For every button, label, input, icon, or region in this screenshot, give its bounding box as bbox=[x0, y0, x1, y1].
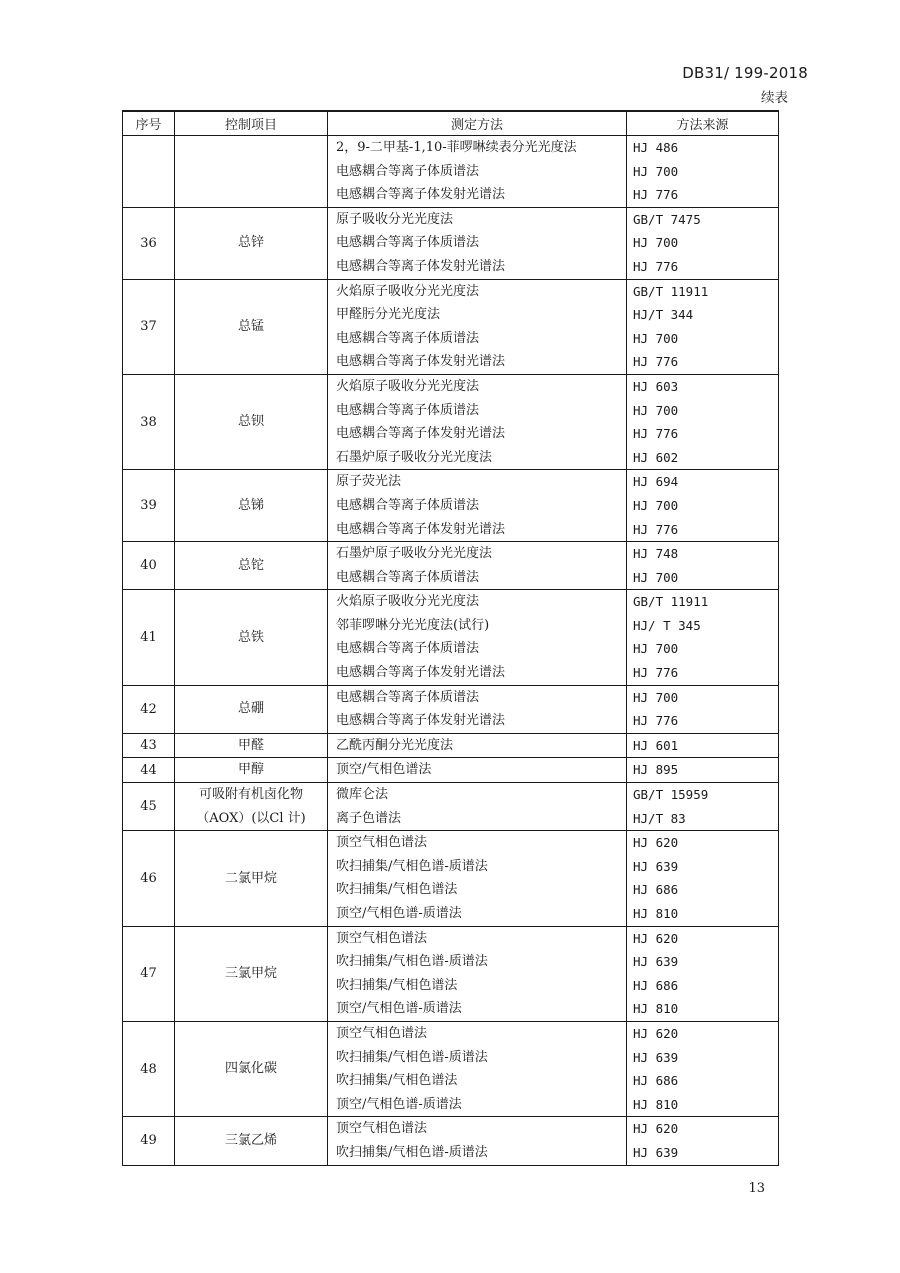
method-source-cell bbox=[627, 207, 779, 279]
method-name: 电感耦合等离子体质谱法 bbox=[336, 689, 480, 705]
control-item-cell bbox=[175, 136, 328, 208]
table-row bbox=[123, 470, 779, 542]
method-source-code: GB/T 11911 bbox=[633, 594, 709, 610]
control-item-label: 总锰 bbox=[237, 318, 264, 334]
test-method-cell bbox=[328, 1117, 627, 1165]
table-row bbox=[123, 542, 779, 590]
method-name: 微库仑法 bbox=[336, 787, 389, 803]
table-row bbox=[123, 926, 779, 1021]
method-name: 原子荧光法 bbox=[336, 474, 402, 490]
method-name: 火焰原子吸收分光光度法 bbox=[336, 378, 480, 394]
method-name: 火焰原子吸收分光光度法 bbox=[336, 283, 480, 299]
method-name: 火焰原子吸收分光光度法 bbox=[336, 594, 480, 610]
control-item-cell bbox=[175, 470, 328, 542]
serial-no-cell: 44 bbox=[123, 758, 175, 783]
method-source-code: HJ 810 bbox=[633, 1096, 679, 1112]
method-source-code: HJ 700 bbox=[633, 235, 679, 251]
table-row bbox=[123, 207, 779, 279]
method-source-code: HJ 486 bbox=[633, 140, 679, 155]
serial-no-cell: 38 bbox=[123, 374, 175, 469]
method-source-cell bbox=[627, 279, 779, 374]
standards-table bbox=[122, 110, 779, 1166]
method-source-code: HJ 748 bbox=[633, 546, 679, 562]
control-item-label: 总铁 bbox=[237, 629, 264, 645]
control-item-label: 三氯乙烯 bbox=[224, 1133, 277, 1149]
method-name: 电感耦合等离子体发射光谱法 bbox=[336, 354, 506, 370]
method-name: 顶空/气相色谱-质谱法 bbox=[336, 1001, 462, 1017]
test-method-cell bbox=[328, 783, 627, 831]
serial-no-cell: 41 bbox=[123, 590, 175, 685]
method-name: 石墨炉原子吸收分光光度法 bbox=[336, 449, 493, 465]
method-source-code: GB/T 11911 bbox=[633, 283, 709, 299]
method-source-code: HJ 686 bbox=[633, 977, 679, 993]
method-source-cell bbox=[627, 733, 779, 758]
method-name: 电感耦合等离子体质谱法 bbox=[336, 641, 480, 657]
method-name: 电感耦合等离子体质谱法 bbox=[336, 402, 480, 418]
method-source-cell bbox=[627, 926, 779, 1021]
method-source-cell bbox=[627, 136, 779, 208]
serial-no-cell: 48 bbox=[123, 1021, 175, 1116]
serial-no-cell: 40 bbox=[123, 542, 175, 590]
method-source-code: HJ 776 bbox=[633, 713, 679, 729]
control-item-cell bbox=[175, 783, 328, 831]
method-name: 电感耦合等离子体发射光谱法 bbox=[336, 426, 506, 442]
method-name: 2，9-二甲基-1,10-菲啰啉续表分光光度法 bbox=[336, 140, 577, 155]
method-source-cell bbox=[627, 783, 779, 831]
table-body bbox=[123, 136, 779, 1166]
test-method-cell bbox=[328, 542, 627, 590]
method-source-code: HJ 602 bbox=[633, 449, 679, 465]
method-source-code: HJ 700 bbox=[633, 402, 679, 418]
control-item-label: 总硼 bbox=[237, 701, 264, 717]
method-source-code: HJ 601 bbox=[633, 737, 679, 753]
method-source-code: HJ 700 bbox=[633, 641, 679, 657]
method-source-code: HJ/T 83 bbox=[633, 810, 686, 826]
method-source-code: GB/T 7475 bbox=[633, 211, 701, 227]
method-source-code: HJ 810 bbox=[633, 1001, 679, 1017]
method-source-code: HJ 776 bbox=[633, 665, 679, 681]
table-row bbox=[123, 590, 779, 685]
method-source-cell bbox=[627, 831, 779, 926]
control-item-label: 甲醛 bbox=[237, 737, 264, 753]
method-source-cell bbox=[627, 1021, 779, 1116]
method-source-code: GB/T 15959 bbox=[633, 787, 709, 803]
control-item-label: 可吸附有机卤化物 bbox=[198, 787, 303, 803]
method-source-code: HJ 603 bbox=[633, 378, 679, 394]
test-method-cell bbox=[328, 926, 627, 1021]
serial-no-cell: 45 bbox=[123, 783, 175, 831]
method-name: 电感耦合等离子体发射光谱法 bbox=[336, 187, 506, 203]
method-name: 甲醛肟分光光度法 bbox=[336, 307, 441, 323]
test-method-cell bbox=[328, 470, 627, 542]
method-name: 电感耦合等离子体发射光谱法 bbox=[336, 665, 506, 681]
control-item-cell bbox=[175, 926, 328, 1021]
serial-no-cell: 49 bbox=[123, 1117, 175, 1165]
method-source-code: HJ 686 bbox=[633, 1073, 679, 1089]
document-code: DB31/ 199-2018 bbox=[682, 64, 808, 82]
control-item-cell bbox=[175, 279, 328, 374]
continued-label: 续表 bbox=[761, 90, 788, 106]
method-name: 顶空/气相色谱-质谱法 bbox=[336, 1096, 462, 1112]
method-name: 吹扫捕集/气相色谱法 bbox=[336, 977, 458, 993]
method-source-code: HJ 639 bbox=[633, 1049, 679, 1065]
method-name: 电感耦合等离子体发射光谱法 bbox=[336, 258, 506, 274]
method-name: 电感耦合等离子体质谱法 bbox=[336, 235, 480, 251]
method-name: 电感耦合等离子体质谱法 bbox=[336, 163, 480, 179]
table-row bbox=[123, 758, 779, 783]
method-name: 电感耦合等离子体质谱法 bbox=[336, 330, 480, 346]
control-item-label: 甲醇 bbox=[237, 762, 264, 778]
control-item-cell bbox=[175, 831, 328, 926]
control-item-cell bbox=[175, 758, 328, 783]
table-row bbox=[123, 733, 779, 758]
control-item-label: （AOX）(以Cl 计) bbox=[196, 810, 306, 826]
method-name: 吹扫捕集/气相色谱-质谱法 bbox=[336, 954, 488, 970]
control-item-cell bbox=[175, 685, 328, 733]
method-name: 电感耦合等离子体质谱法 bbox=[336, 569, 480, 585]
test-method-cell bbox=[328, 758, 627, 783]
table-row bbox=[123, 831, 779, 926]
table-row bbox=[123, 136, 779, 208]
table-row bbox=[123, 783, 779, 831]
method-name: 邻菲啰啉分光光度法(试行) bbox=[336, 617, 490, 633]
serial-no-cell: 43 bbox=[123, 733, 175, 758]
method-name: 吹扫捕集/气相色谱-质谱法 bbox=[336, 1144, 488, 1160]
control-item-label: 二氯甲烷 bbox=[224, 870, 277, 886]
control-item-label: 总钡 bbox=[237, 414, 264, 430]
serial-no-cell: 42 bbox=[123, 685, 175, 733]
table-row bbox=[123, 374, 779, 469]
test-method-cell bbox=[328, 831, 627, 926]
method-name: 顶空/气相色谱法 bbox=[336, 762, 432, 778]
method-source-code: HJ 776 bbox=[633, 258, 679, 274]
method-source-code: HJ/T 344 bbox=[633, 307, 694, 323]
serial-no-cell bbox=[123, 136, 175, 208]
method-source-code: HJ 700 bbox=[633, 330, 679, 346]
table-row bbox=[123, 279, 779, 374]
test-method-cell bbox=[328, 733, 627, 758]
method-source-code: HJ 895 bbox=[633, 762, 679, 778]
control-item-label: 总铊 bbox=[237, 557, 264, 573]
control-item-label: 总锑 bbox=[237, 497, 264, 513]
method-source-cell bbox=[627, 590, 779, 685]
serial-no-cell: 36 bbox=[123, 207, 175, 279]
control-item-label: 四氯化碳 bbox=[224, 1061, 277, 1077]
method-name: 顶空气相色谱法 bbox=[336, 1025, 428, 1041]
method-source-code: HJ 776 bbox=[633, 426, 679, 442]
method-source-cell bbox=[627, 374, 779, 469]
table-row bbox=[123, 1117, 779, 1165]
method-source-code: HJ 776 bbox=[633, 354, 679, 370]
method-source-code: HJ 639 bbox=[633, 858, 679, 874]
method-source-code: HJ 700 bbox=[633, 163, 679, 179]
header-control-item: 控制项目 bbox=[175, 111, 328, 136]
method-name: 乙酰丙酮分光光度法 bbox=[336, 737, 454, 753]
method-source-code: HJ 620 bbox=[633, 835, 679, 851]
method-source-code: HJ 700 bbox=[633, 497, 679, 513]
header-serial-no: 序号 bbox=[123, 111, 175, 136]
method-name: 电感耦合等离子体发射光谱法 bbox=[336, 521, 506, 537]
method-source-code: HJ 639 bbox=[633, 954, 679, 970]
method-name: 石墨炉原子吸收分光光度法 bbox=[336, 546, 493, 562]
method-source-code: HJ 700 bbox=[633, 689, 679, 705]
method-name: 原子吸收分光光度法 bbox=[336, 211, 454, 227]
method-name: 电感耦合等离子体发射光谱法 bbox=[336, 713, 506, 729]
serial-no-cell: 39 bbox=[123, 470, 175, 542]
test-method-cell bbox=[328, 279, 627, 374]
control-item-cell bbox=[175, 542, 328, 590]
method-source-code: HJ 700 bbox=[633, 569, 679, 585]
method-source-cell bbox=[627, 1117, 779, 1165]
method-source-code: HJ 686 bbox=[633, 882, 679, 898]
test-method-cell bbox=[328, 207, 627, 279]
serial-no-cell: 47 bbox=[123, 926, 175, 1021]
method-source-code: HJ 620 bbox=[633, 930, 679, 946]
control-item-cell bbox=[175, 207, 328, 279]
method-source-code: HJ 639 bbox=[633, 1144, 679, 1160]
method-name: 吹扫捕集/气相色谱-质谱法 bbox=[336, 1049, 488, 1065]
method-name: 顶空气相色谱法 bbox=[336, 835, 428, 851]
header-method-source: 方法来源 bbox=[627, 111, 779, 136]
method-source-cell bbox=[627, 758, 779, 783]
control-item-label: 总锌 bbox=[237, 235, 264, 251]
method-source-code: HJ 694 bbox=[633, 474, 679, 490]
control-item-cell bbox=[175, 590, 328, 685]
table-row bbox=[123, 685, 779, 733]
table-row bbox=[123, 1021, 779, 1116]
test-method-cell bbox=[328, 590, 627, 685]
table-header-row bbox=[123, 111, 779, 136]
method-name: 顶空气相色谱法 bbox=[336, 930, 428, 946]
test-method-cell bbox=[328, 136, 627, 208]
method-name: 吹扫捕集/气相色谱法 bbox=[336, 882, 458, 898]
serial-no-cell: 46 bbox=[123, 831, 175, 926]
method-name: 吹扫捕集/气相色谱法 bbox=[336, 1073, 458, 1089]
header-test-method: 测定方法 bbox=[328, 111, 627, 136]
method-source-code: HJ 620 bbox=[633, 1121, 679, 1137]
control-item-cell bbox=[175, 1021, 328, 1116]
method-name: 电感耦合等离子体质谱法 bbox=[336, 497, 480, 513]
test-method-cell bbox=[328, 1021, 627, 1116]
test-method-cell bbox=[328, 685, 627, 733]
control-item-cell bbox=[175, 733, 328, 758]
method-name: 离子色谱法 bbox=[336, 810, 402, 826]
method-source-code: HJ 810 bbox=[633, 906, 679, 921]
method-source-code: HJ 776 bbox=[633, 521, 679, 537]
test-method-cell bbox=[328, 374, 627, 469]
method-name: 顶空/气相色谱-质谱法 bbox=[336, 906, 462, 921]
control-item-label: 三氯甲烷 bbox=[224, 965, 277, 981]
method-name: 顶空气相色谱法 bbox=[336, 1121, 428, 1137]
method-source-cell bbox=[627, 685, 779, 733]
method-source-code: HJ/ T 345 bbox=[633, 617, 701, 633]
method-name: 吹扫捕集/气相色谱-质谱法 bbox=[336, 858, 488, 874]
method-source-code: HJ 620 bbox=[633, 1025, 679, 1041]
method-source-cell bbox=[627, 542, 779, 590]
control-item-cell bbox=[175, 374, 328, 469]
serial-no-cell: 37 bbox=[123, 279, 175, 374]
method-source-code: HJ 776 bbox=[633, 187, 679, 203]
method-source-cell bbox=[627, 470, 779, 542]
control-item-cell bbox=[175, 1117, 328, 1165]
page-number: 13 bbox=[748, 1181, 765, 1196]
